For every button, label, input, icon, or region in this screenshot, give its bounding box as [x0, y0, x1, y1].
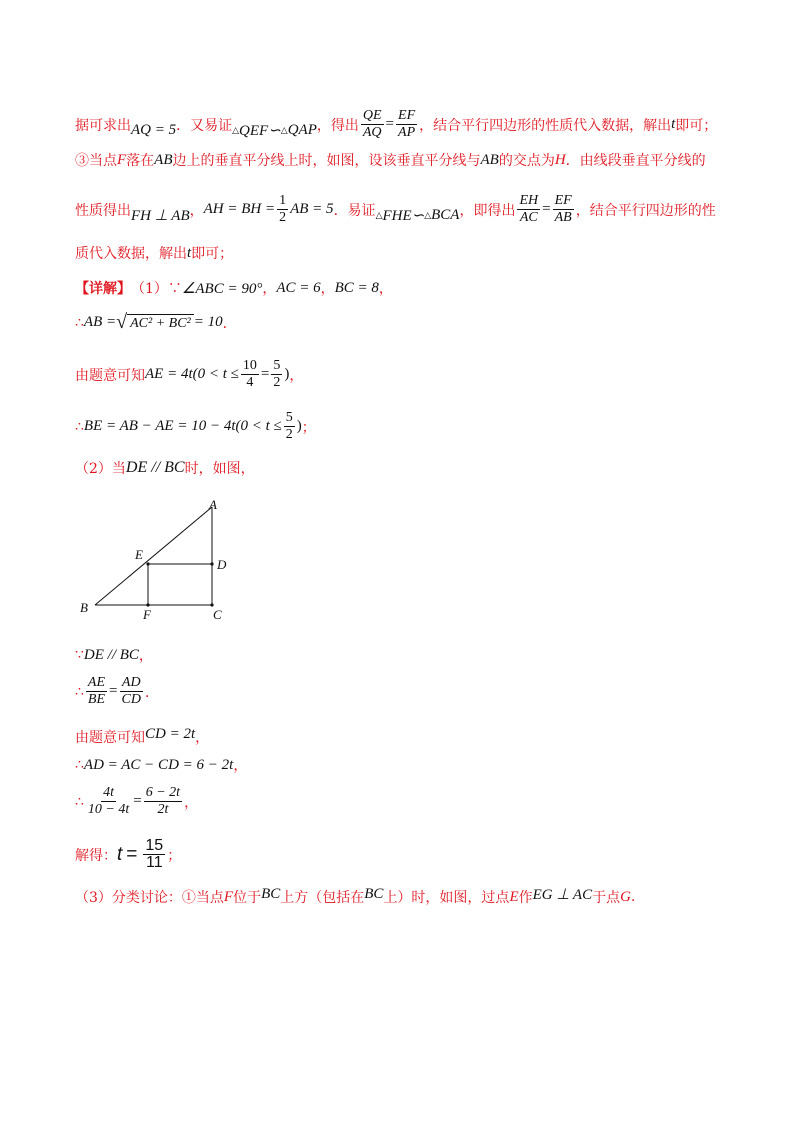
line-16: [75, 887, 635, 907]
math: ): [296, 418, 302, 434]
text: 由题意可知: [75, 730, 145, 746]
text: 上）时，如图，过点: [383, 890, 510, 906]
math: AB =: [83, 314, 117, 330]
text: ，: [320, 281, 335, 297]
math: t: [117, 843, 123, 865]
math: CD = 2t: [145, 725, 196, 742]
text: 作: [518, 890, 533, 906]
fraction: [86, 675, 107, 708]
numerator: 5: [273, 358, 281, 373]
segment-BA: [95, 507, 212, 605]
text: ，: [138, 648, 153, 664]
math: FH ⊥ AB: [131, 208, 190, 224]
denominator: BE: [87, 692, 106, 707]
denominator: 4: [246, 375, 254, 390]
radicand: AC² + BC²: [127, 314, 194, 333]
math: BC: [261, 885, 281, 902]
line-7: [75, 358, 303, 391]
text: ，: [233, 758, 248, 774]
text: ，: [189, 202, 204, 219]
text: 即可；: [191, 246, 234, 262]
line-5: [75, 278, 393, 298]
fraction: [361, 108, 384, 141]
math: F: [223, 888, 234, 905]
numerator: 15: [145, 837, 164, 854]
text: 解得：: [75, 847, 117, 864]
text: 时，如图，: [184, 461, 255, 477]
math: QEF∽: [239, 123, 281, 139]
point-D: [210, 562, 213, 565]
text: （1）∵: [131, 281, 182, 297]
denominator: 11: [145, 854, 163, 871]
denominator: AP: [398, 125, 416, 140]
denominator: 10 − 4t: [87, 802, 130, 817]
text: 边上的垂直平分线上时，如图，设该垂直平分线与: [172, 153, 481, 169]
line-10: [75, 645, 153, 665]
math: ): [284, 366, 290, 382]
line-12: [75, 727, 209, 747]
text: 位于: [233, 890, 262, 906]
text: ，结合平行四边形的性: [575, 202, 716, 219]
math: E: [509, 888, 519, 905]
math: H: [554, 151, 566, 168]
math: F: [117, 151, 127, 168]
text: ．易证: [333, 202, 376, 219]
numerator: EF: [398, 108, 416, 123]
fraction: [143, 838, 165, 871]
triangle-icon: △: [424, 210, 432, 221]
numerator: 5: [285, 410, 293, 425]
fraction: [271, 358, 282, 391]
fraction: [241, 358, 259, 391]
math: QAP: [287, 122, 317, 138]
text: ③当点: [75, 153, 117, 169]
math: EG ⊥ AC: [532, 886, 593, 903]
math: AH = BH =: [203, 201, 276, 217]
line-2: [75, 150, 706, 170]
text: 于点: [592, 890, 621, 906]
line-13: [75, 755, 247, 775]
denominator: CD: [121, 692, 141, 707]
label-D: D: [217, 557, 227, 572]
triangle-icon: △: [375, 210, 383, 221]
text: ，即得出: [459, 202, 516, 219]
math: G: [620, 888, 631, 905]
line-14: [75, 785, 198, 818]
math: =: [133, 793, 142, 809]
math: =: [109, 683, 118, 699]
denominator: 2: [273, 375, 281, 390]
math: = 10: [193, 314, 223, 330]
text: ∴: [75, 418, 84, 435]
detail-tag: 【详解】: [75, 281, 131, 297]
math: ∠ABC = 90°: [181, 280, 263, 297]
numerator: 6 − 2t: [145, 785, 181, 800]
math: AE = 4t(0 < t ≤: [145, 366, 239, 382]
text: ，结合平行四边形的性质代入数据，解出: [419, 117, 672, 134]
denominator: AC: [519, 210, 538, 225]
text: ，: [195, 730, 210, 746]
line-4: [75, 243, 233, 263]
math: AQ = 5: [131, 122, 177, 138]
triangle-figure: [75, 495, 245, 630]
text: ∵: [75, 647, 84, 663]
numerator: QE: [362, 108, 382, 123]
fraction: [396, 108, 417, 141]
line-8: [75, 410, 316, 443]
text: ∴: [75, 683, 84, 700]
text: 的交点为: [498, 153, 555, 169]
text: 落在: [126, 153, 155, 169]
fraction: [284, 410, 295, 443]
text: ；: [301, 419, 316, 436]
numerator: EH: [519, 193, 539, 208]
numerator: 1: [279, 193, 287, 208]
line-9: [75, 458, 255, 478]
text: ∴: [75, 793, 84, 810]
text: 由题意可知: [75, 367, 145, 384]
math: BC: [364, 885, 384, 902]
math: BC = 8: [334, 279, 379, 296]
denominator: AQ: [362, 125, 382, 140]
text: ∴: [75, 757, 84, 773]
line-3: 性质得出 FH ⊥ AB ， AH = BH = $\frac{1}{2}$ AB = 5 ．易证 △ FHE∽ △ BCA ，即得出 $\frac{EH}{AC}$ = $\frac{EF}{AB}$ ，结合平行四边形的性: [75, 193, 716, 225]
text: ，得出: [316, 117, 359, 134]
fraction: [144, 785, 182, 818]
line-15: [75, 838, 181, 871]
text: 即可；: [675, 117, 718, 134]
text: 质代入数据，解出: [75, 246, 187, 262]
numerator: EF: [554, 193, 572, 208]
text: ．: [222, 315, 237, 332]
text: ．由线段垂直平分线的: [565, 153, 706, 169]
math: =: [260, 366, 270, 382]
fraction: [86, 785, 131, 818]
text: ．: [144, 684, 159, 701]
fraction: [277, 193, 288, 226]
denominator: 2: [285, 427, 293, 442]
text: ；: [167, 847, 182, 864]
fraction: [517, 193, 540, 226]
text: 性质得出: [75, 202, 131, 219]
line-11: [75, 675, 159, 708]
math: AB: [154, 151, 173, 168]
math: DE // BC: [125, 459, 185, 476]
triangle-icon: △: [232, 125, 240, 136]
math: AD = AC − CD = 6 − 2t: [83, 756, 234, 773]
math: BCA: [431, 207, 460, 223]
label-B: B: [80, 600, 88, 615]
math: BE = AB − AE = 10 − 4t(0 < t ≤: [83, 418, 282, 434]
math: t: [187, 244, 192, 261]
numerator: 4t: [103, 785, 115, 800]
math: AB: [480, 151, 499, 168]
math: DE // BC: [83, 646, 139, 663]
text: ∴: [75, 314, 84, 331]
label-C: C: [213, 607, 222, 622]
text: ，: [262, 281, 277, 297]
triangle-icon: △: [280, 125, 288, 136]
math: FHE∽: [382, 208, 425, 224]
text: （3）分类讨论：①当点: [75, 890, 224, 906]
math: AC = 6: [276, 279, 321, 296]
text: ，: [184, 794, 199, 811]
denominator: 2t: [157, 802, 169, 817]
text: ．又易证: [176, 117, 233, 134]
square-root: √ AC² + BC²: [116, 312, 194, 333]
math: AB = 5: [290, 201, 334, 217]
text: 据可求出: [75, 117, 131, 134]
label-E: E: [135, 547, 143, 562]
denominator: AB: [554, 210, 572, 225]
numerator: 10: [242, 358, 257, 373]
text: ，: [378, 281, 393, 297]
numerator: AE: [87, 675, 106, 690]
line-1: 据可求出 AQ = 5 ．又易证 △ QEF∽ △ QAP ，得出 $\frac{QE}{AQ}$ = $\frac{EF}{AP}$ ，结合平行四边形的性质代入数据，解出 t 即可；: [75, 108, 718, 140]
numerator: AD: [121, 675, 141, 690]
math: t: [671, 116, 676, 132]
denominator: 2: [279, 210, 287, 225]
label-F: F: [143, 607, 151, 622]
line-6: [75, 312, 237, 333]
fraction: [553, 193, 574, 226]
fraction: [120, 675, 143, 708]
text: ，: [289, 367, 304, 384]
text: 上方（包括在: [280, 890, 365, 906]
label-A: A: [209, 497, 217, 512]
math: =: [126, 843, 138, 865]
text: .: [630, 889, 636, 905]
point-E: [146, 562, 149, 565]
text: （2）当: [75, 461, 126, 477]
